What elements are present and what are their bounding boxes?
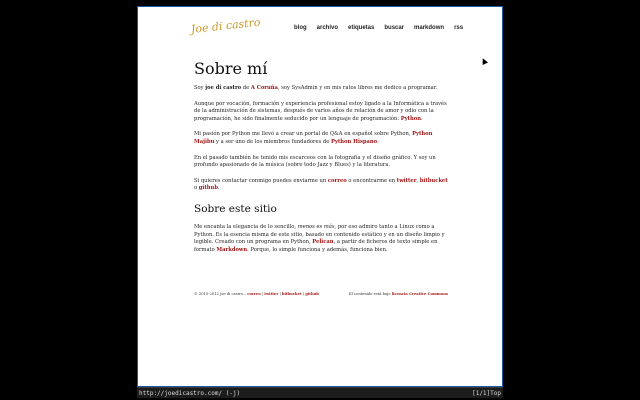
page-title: Sobre mí	[194, 59, 268, 78]
link-python-hispano[interactable]: Python Hispano	[330, 138, 378, 145]
nav-markdown[interactable]: markdown	[414, 25, 445, 31]
status-bar	[137, 387, 503, 398]
link-twitter[interactable]: twitter	[396, 177, 417, 184]
link-python-majibu[interactable]: Python Majibu	[194, 131, 433, 145]
paragraph-contact: Si quieres contactar conmigo puedes enviarme un correo o encontrarme en twitter, bitbucket o github.	[194, 177, 448, 192]
author-name: joe di castro	[205, 85, 242, 91]
status-url: http://joedicastro.com/ (-j)	[139, 389, 241, 397]
paragraph-passion: Mi pasión por Python me llevó a crear un portal de Q&A en español sobre Python, Python Majibu y a ser uno de los miembros fundadores de Python Hispano.	[194, 131, 433, 145]
nav-etiquetas[interactable]: etiquetas	[348, 25, 375, 31]
paragraph-site: Me encanta la elegancia de lo sencillo, menos es más, por eso admiro tanto a Linux como a Python. Es la esencia misma de este sitio, basado en contenido estático y en un diseño limpio y legible. Creado con un programa en Python, Pelican, a partir de ficheros de texto simple en formato Markdown. Porque, lo simple funciona y además, funciona bien.	[194, 223, 445, 253]
footer-left: © 2010-2012 joe di castro – correo | twitter | bitbucket | github	[194, 292, 319, 296]
paragraph-hobbies: En el pasado también he tenido mis escarceos con la fotografía y el diseño gráfico. Y soy un profundo apasionado de la música (sobre todo Jazz y Blues) y la literatura.	[194, 154, 436, 169]
link-bitbucket[interactable]: bitbucket	[419, 177, 448, 184]
paragraph-intro: Soy joe di castro de A Coruña, soy SysAdmin y en mis ratos libres me dedico a programar.	[194, 85, 438, 91]
nav-archivo[interactable]: archivo	[316, 25, 339, 31]
main-content	[194, 59, 448, 262]
link-pelican[interactable]: Pelican	[312, 239, 334, 246]
link-github[interactable]: github	[198, 185, 218, 192]
nav-blog[interactable]: blog	[294, 25, 307, 31]
link-markdown[interactable]: Markdown	[216, 246, 248, 253]
section-title-site: Sobre este sitio	[194, 202, 277, 215]
nav-buscar[interactable]: buscar	[384, 25, 405, 31]
browser-viewport	[137, 6, 503, 387]
footer-link-correo[interactable]: correo	[247, 292, 261, 296]
footer-link-license[interactable]: licencia Creative Commons	[391, 292, 448, 296]
link-correo[interactable]: correo	[327, 177, 347, 184]
link-python[interactable]: Python	[400, 115, 422, 122]
page-footer	[194, 292, 448, 296]
footer-link-bitbucket[interactable]: bitbucket	[281, 292, 302, 296]
main-nav	[294, 25, 473, 31]
site-logo[interactable]: Joe di castro	[190, 15, 262, 36]
status-position: [1/1]Top	[472, 389, 501, 397]
footer-link-twitter[interactable]: twitter	[264, 292, 279, 296]
paragraph-vocation: Aunque por vocación, formación y experiencia profesional estoy ligado a la Informática a través de la administración de sistemas, después de varios años de relación de amor y odio con la programación, he sido finalmente seducido por un lenguaje de programación: Python.	[194, 100, 447, 122]
nav-rss[interactable]: rss	[454, 25, 464, 31]
footer-right: El contenido está bajo licencia Creative Commons	[348, 292, 448, 296]
link-a-coruna[interactable]: A Coruña	[250, 85, 278, 91]
footer-link-github[interactable]: github	[305, 292, 319, 296]
